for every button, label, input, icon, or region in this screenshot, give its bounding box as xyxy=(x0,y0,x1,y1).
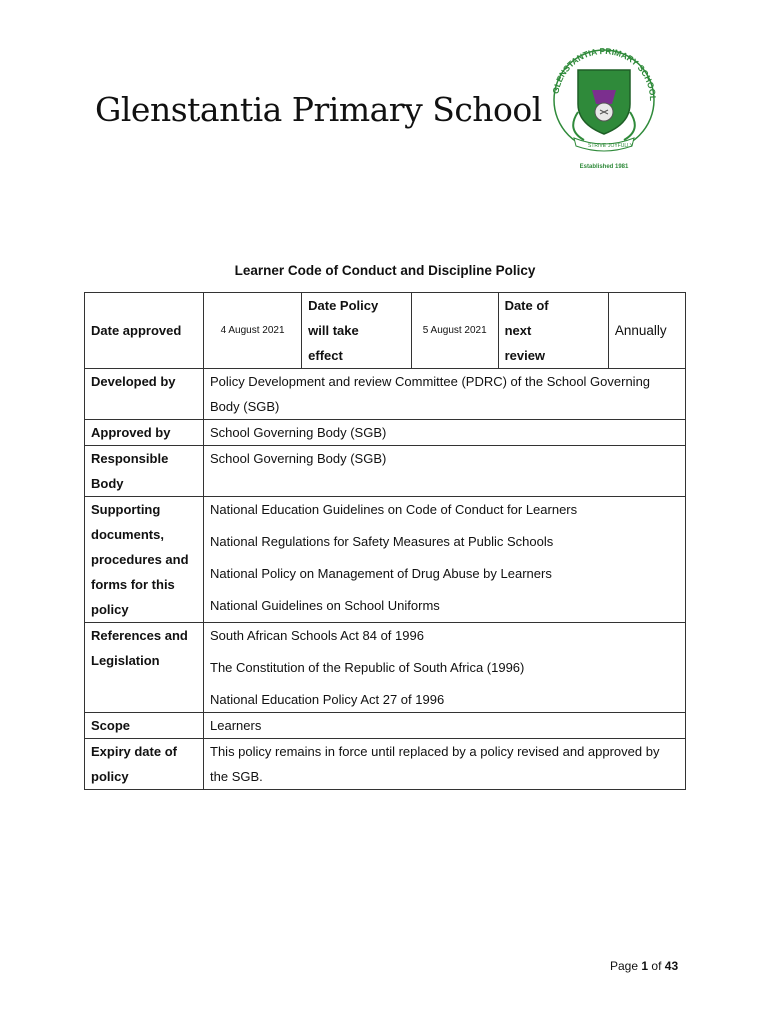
developed-by-label: Developed by xyxy=(85,369,204,420)
approved-by-value: School Governing Body (SGB) xyxy=(204,420,686,446)
expiry-date-value: This policy remains in force until replaced by a policy revised and approved by the SGB. xyxy=(204,739,686,790)
crest-motto-left: STRIVE xyxy=(588,143,607,149)
effect-label-line: will take xyxy=(308,323,359,338)
table-row xyxy=(85,623,686,713)
supporting-docs-list xyxy=(204,497,686,623)
scope-label: Scope xyxy=(85,713,204,739)
review-label-line: Date of xyxy=(504,298,549,313)
page-footer xyxy=(610,959,678,973)
table-row xyxy=(85,420,686,446)
expiry-date-label: Expiry date of policy xyxy=(85,739,204,790)
date-approved-value: 4 August 2021 xyxy=(204,293,302,369)
effect-date-value: 5 August 2021 xyxy=(411,293,498,369)
table-row xyxy=(85,739,686,790)
of-word: of xyxy=(651,959,662,973)
references-list xyxy=(204,623,686,713)
developed-by-value: Policy Development and review Committee (PDRC) of the School Governing Body (SGB) xyxy=(204,369,686,420)
review-label-line: next xyxy=(504,323,532,338)
list-item: South African Schools Act 84 of 1996 xyxy=(210,628,424,643)
supporting-docs-label: Supporting documents, procedures and forms for this policy xyxy=(85,497,204,623)
references-label: References and Legislation xyxy=(85,623,204,713)
page-word: Page xyxy=(610,959,639,973)
document-title: Learner Code of Conduct and Discipline Policy xyxy=(234,263,536,278)
approved-by-label: Approved by xyxy=(85,420,204,446)
responsible-body-value: School Governing Body (SGB) xyxy=(204,446,686,497)
crest-established: Established 1981 xyxy=(579,164,629,170)
list-item: National Education Guidelines on Code of Conduct for Learners xyxy=(210,502,578,517)
responsible-body-label: Responsible Body xyxy=(85,446,204,497)
list-item: National Regulations for Safety Measures at Public Schools xyxy=(210,534,554,549)
date-approved-label: Date approved xyxy=(85,293,204,369)
policy-info-table xyxy=(84,292,686,790)
table-row xyxy=(85,369,686,420)
crest-motto-right: JOYFULLY xyxy=(608,143,633,149)
list-item: National Policy on Management of Drug Abuse by Learners xyxy=(210,566,552,581)
table-row xyxy=(85,293,686,369)
scope-value: Learners xyxy=(204,713,686,739)
review-date-label xyxy=(498,293,608,369)
table-row xyxy=(85,446,686,497)
list-item: The Constitution of the Republic of South Africa (1996) xyxy=(210,660,525,675)
school-crest-logo xyxy=(548,42,660,174)
table-row xyxy=(85,497,686,623)
list-item: National Guidelines on School Uniforms xyxy=(210,598,440,613)
school-name: Glenstantia Primary School xyxy=(95,90,542,129)
list-item: National Education Policy Act 27 of 1996 xyxy=(210,692,445,707)
effect-label-line: effect xyxy=(308,348,343,363)
review-date-value: Annually xyxy=(608,293,685,369)
page-total: 43 xyxy=(664,959,679,973)
table-row xyxy=(85,713,686,739)
effect-date-label xyxy=(302,293,412,369)
review-label-line: review xyxy=(504,348,546,363)
crest-ring-text: GLENSTANTIA PRIMARY SCHOOL xyxy=(550,45,659,102)
effect-label-line: Date Policy xyxy=(308,298,379,313)
page-number: 1 xyxy=(641,959,649,973)
